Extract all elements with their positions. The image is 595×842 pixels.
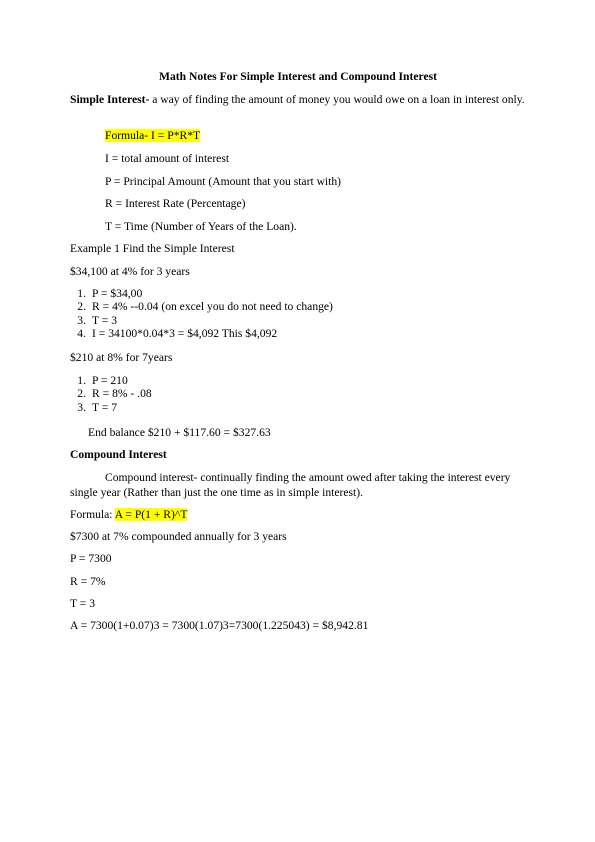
- simple-interest-term: Simple Interest-: [70, 93, 150, 106]
- compound-problem: $7300 at 7% compounded annually for 3 years: [70, 530, 287, 543]
- simple-interest-definition: [70, 93, 526, 107]
- compound-interest-definition-line1: Compound interest- continually finding the amount owed after taking the interest every: [105, 471, 511, 484]
- list-item: 2. R = 8% - .08: [77, 387, 152, 401]
- variable-p: P = Principal Amount (Amount that you start with): [105, 175, 342, 188]
- example2-end-balance: End balance $210 + $117.60 = $327.63: [88, 426, 271, 439]
- compound-formula-text: A = P(1 + R)^T: [114, 508, 188, 521]
- example2-problem: $210 at 8% for 7years: [70, 351, 173, 364]
- list-item: 1. P = 210: [77, 374, 128, 387]
- list-item: 2. R = 4% --0.04 (on excel you do not need to change): [77, 300, 333, 314]
- simple-interest-definition-text: a way of finding the amount of money you would owe on a loan in interest only.: [149, 93, 525, 106]
- list-item: 3. T = 7: [77, 400, 118, 414]
- compound-interest-heading: Compound Interest: [70, 448, 167, 461]
- compound-value-t: T = 3: [70, 597, 96, 610]
- compound-interest-definition-line2: single year (Rather than just the one time as in simple interest).: [70, 486, 363, 499]
- compound-interest-formula: [70, 508, 187, 522]
- simple-interest-formula-text: Formula- I = P*R*T: [105, 129, 201, 142]
- simple-interest-formula: [105, 129, 200, 143]
- compound-solution: A = 7300(1+0.07)3 = 7300(1.07)3=7300(1.225043) = $8,942.81: [70, 619, 369, 632]
- variable-i: I = total amount of interest: [105, 152, 230, 165]
- variable-r: R = Interest Rate (Percentage): [105, 197, 246, 210]
- variable-t: T = Time (Number of Years of the Loan).: [105, 220, 297, 233]
- compound-value-r: R = 7%: [70, 575, 106, 588]
- compound-value-p: P = 7300: [70, 552, 112, 565]
- list-item: 4. I = 34100*0.04*3 = $4,092 This $4,092: [77, 326, 278, 340]
- example1-steps: [70, 287, 333, 340]
- document-title: Math Notes For Simple Interest and Compound Interest: [159, 70, 437, 83]
- example2-steps: [70, 374, 152, 414]
- compound-formula-label: Formula:: [70, 508, 115, 521]
- list-item: 3. T = 3: [77, 313, 118, 327]
- list-item: 1. P = $34,00: [77, 287, 143, 300]
- example1-problem: $34,100 at 4% for 3 years: [70, 265, 190, 278]
- example-heading: Example 1 Find the Simple Interest: [70, 242, 235, 255]
